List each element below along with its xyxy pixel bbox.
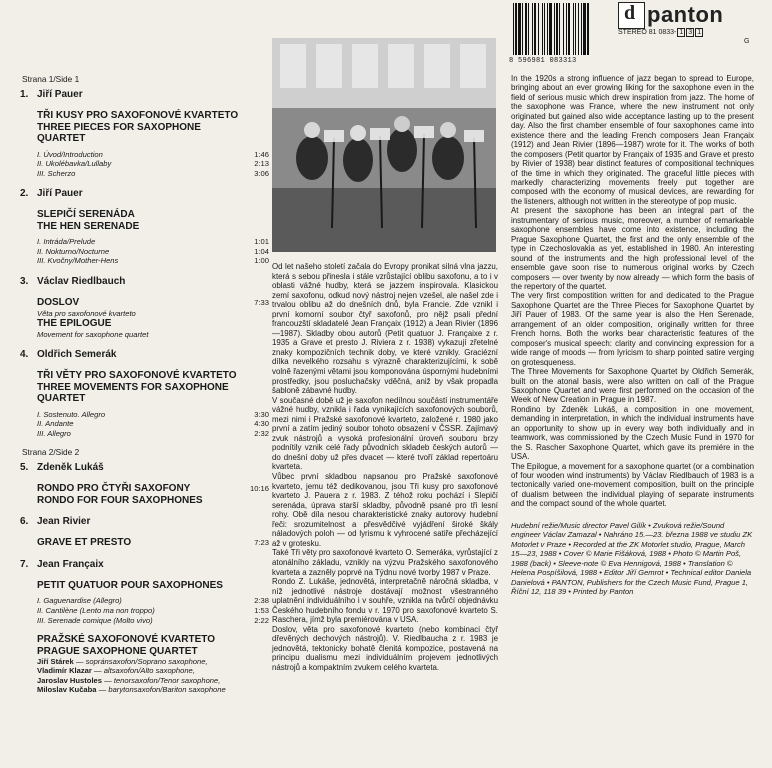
player: Jaroslav Hustoles — tenorsaxofon/Tenor saxophone, <box>37 675 221 685</box>
tracklist <box>18 74 269 695</box>
work-title: RONDO PRO ČTYŘI SAXOFONY 10:16 <box>37 483 269 495</box>
movement: II. Cantilène (Lento ma non troppo) 1:53 <box>37 605 269 615</box>
movement: I. Sostenuto. Allegro 3:30 <box>37 409 269 419</box>
composer: 4. Oldřich Semerák <box>20 349 117 361</box>
paragraph: The Three Movements for Saxophone Quartet by Oldřich Semerák, built on the atonal basis, were also written on call of the Prague Saxophone Quartet and were first performed on the occasion of the Week of New Creation in Prague in 1987. <box>511 367 754 405</box>
paragraph: In the 1920s a strong influence of jazz began to spread to Europe, bringing about an ever growing liking for the saxophone even in the field of serious music which drew inspiration from jazz. The home of the saxophone was France, where the new instrument not only originated but gained also wide acceptance lasting up to the present day. Also the first chamber ensemble of four saxophones came into existence there and the leading French composers Jean Françaix (1912) and Jean Rivier (1896—1987) wrote for it. The works of both the composers (Petit quartor by Françaix of 1935 and Grave et presto by Rivier of 1938) bear distinct features of compositional techniques of the time in which they originated. The graceful little pieces with markedly characterizing movements freely put together are composed with the economy of musical devices, are rewarding for the listeners, although not written in the stereotype of pop music. <box>511 74 754 206</box>
work-title-en: THREE MOVEMENTS FOR SAXOPHONE QUARTET <box>37 381 229 405</box>
work-title: DOSLOV 7:33 <box>37 297 269 309</box>
movement: III. Scherzo 3:06 <box>37 168 269 178</box>
work-title-en: THE EPILOGUE <box>37 318 112 330</box>
quartet-photo <box>272 38 496 252</box>
composer: 3. Václav Riedlbauch <box>20 276 126 288</box>
composer: 1. Jiří Pauer <box>20 89 83 100</box>
side-label: Strana 1/Side 1 <box>22 74 80 84</box>
barcode <box>509 1 615 57</box>
logo-name: panton <box>647 2 724 27</box>
work-subtitle: Věta pro saxofonové kvarteto <box>37 308 136 318</box>
player: Vladimír Klazar — altsaxofon/Alto saxophone, <box>37 666 195 676</box>
player: Miloslav Kučaba — barytonsaxofon/Bariton saxophone <box>37 685 226 695</box>
movement: III. Serenade comique (Molto vivo) 2:22 <box>37 615 269 625</box>
side-label: Strana 2/Side 2 <box>22 447 80 458</box>
barcode-number: 8 596981 083313 <box>509 57 577 65</box>
english-sleeve-note <box>511 74 754 597</box>
work-title-en: THE HEN SERENADE <box>37 220 140 232</box>
paragraph: The Epilogue, a movement for a saxophone quartet (or a combination of four wooden wind instruments) by Václav Riedlbauch of 1983 is a tectonically varied one-movement composition, built on the principle of dualism between the individual playing of separate instruments and the compact sound of the whole quartet. <box>511 461 754 509</box>
catalog-suffix: G <box>744 38 750 45</box>
ensemble-name-en: PRAGUE SAXOPHONE QUARTET <box>37 645 198 657</box>
paragraph: V současné době už je saxofon nedílnou součástí instrumentáře vážné hudby, vznikla i řada vynikajících saxofonových souborů, mezi nimi i Pražské saxofonové kvarteto, založené r. 1980 jako první a zatím jediný soubor tohoto obsazení v ČSSR. Zajímavý zvuk nástrojů a vysoká profesionální úroveň souboru brzy podnítily vznik celé řady původních skladeb českých autorů — do dnešní doby už přes dvacet — které tvoří základ repertoáru kvarteta. <box>272 395 498 472</box>
work-title-en: THREE PIECES FOR SAXOPHONE QUARTET <box>37 121 201 144</box>
paragraph: Také Tři věty pro saxofonové kvarteto O. Semeráka, vyrůstající z atonálního základu, vznikly na výzvu Pražského saxofonového kvarteta a zazněly poprvé na Týdnu nové tvorby 1987 v Praze. <box>272 548 498 577</box>
movement: II. Nokturno/Nocturne 1:04 <box>37 246 269 256</box>
work-title: PETIT QUATUOR POUR SAXOPHONES <box>37 579 223 591</box>
composer: 2. Jiří Pauer <box>20 188 83 200</box>
movement: III. Kvočny/Mother-Hens 1:00 <box>37 256 269 266</box>
paragraph: Rondo Z. Lukáše, jednovětá, interpretačně náročná skladba, v níž jednotlivé nástroje dostávají možnost všestranného uplatnění individuálního i v souhře, vznikla na tvůrčí objednávku Českého hudebního fondu v r. 1970 pro saxofonové kvarteto S. Raschera, jímž byla premiérována v USA. <box>272 577 498 625</box>
paragraph: Rondino by Zdeněk Lukáš, a composition in one movement, demanding in interpretation, in which the individual instruments have an opportunity to show up in every way both individually and in teamwork, was commissioned by the Czech Music Fund in 1970 for the S. Rascher Saxophone Quartet, which gave its premiére in the USA. <box>511 404 754 462</box>
movement: II. Ukolébavka/Lullaby 2:13 <box>37 159 269 169</box>
logo-mark: d <box>618 2 645 29</box>
paragraph: The very first compostition written for and dedicated to the Prague Saxophone Quartet are the Three Pieces for Saxophone Quartet by Jiří Pauer of 1983. Of the same year is also the Hen Serenade, arrangement of an older composition, originally written for three French horns. Both the works bear characteristic features of the composer's musical speech: clarity and convincing expression for a wide range of moods — from lyricism to sharp pointed satire verging on grotesqueness. <box>511 291 754 367</box>
paragraph: Od let našeho století začala do Evropy pronikat silná vlna jazzu, která s sebou přinesla i stále vzrůstající oblibu saxofonu, a to i v oblasti vážné hudby, která se jazzem inspirovala. Klasickou zemí saxofonu, odkud nový nástroj nejen vzešel, ale našel zde i trvalou oblibu až do dnešních dnů, byla Francie. Zde vznikl i první komorní soubor čtyř saxofonů, pro nějž psali přední francouzští skladatelé Jean Françaix (1912) a Jean Rivier (1896—1987). Skladby obou autorů (Petit quatuor J. Françaixe z r. 1935 a Grave et presto J. Riviera z r. 1938) vykazují zřetelné znaky kompozičních technik doby, ve které vznikly. Graciézní dílka nevelkého rozsahu s výrazně charakterizujícími, k sobě volně řazenými větami jsou komponována úspornými hudebními prostředky, jsou posluchačsky vděčná, aniž by však propadla šabloně zábavné hudby. <box>272 262 498 396</box>
movement: I. Intráda/Prelude 1:01 <box>37 237 269 247</box>
work-title: GRAVE ET PRESTO 7:23 <box>37 537 269 549</box>
work-title: SLEPIČÍ SERENÁDA <box>37 209 135 221</box>
work-title: TŘI KUSY PRO SAXOFONOVÉ KVARTETO <box>37 110 239 121</box>
movement: I. Gaguenardise (Allegro) 2:38 <box>37 596 269 606</box>
credits: Hudební režie/Music director Pavel Gilík • Zvuková režie/Sound engineer Václav Zamazal • Nahráno 15.—23. března 1988 ve studiu ZK Motorlet v Praze • Recorded at the ZK Motorlet studio, Prague, March 15—23, 1988 • Cover © Marie Fišáková, 1988 • Photo © Martin Poš, 1988 (back) • Sleeve-note © Eva Hennigová, 1988 • Translation © Helena Pospíšilová, 1988 • Editor Jiří Gemrot • Technical editor Daniela Danielová • PANTON, Publishers for the Czech Music Fund, Prague 1, Říční 12, 118 39 • Printed by Panton <box>511 520 753 597</box>
work-subtitle-en: Movement for saxophone quartet <box>37 329 149 339</box>
movement: I. Úvod/Introduction 1:46 <box>37 149 269 159</box>
paragraph: Vůbec první skladbou napsanou pro Pražské saxofonové kvarteto, jemu též dedikovanou, jsou Tři kusy pro saxofonové kvarteto J. Pauera z r. 1983. Z téhož roku pochází i Slepičí serenáda, úprava starší skladby, původně psané pro tři lesní rohy. Obě díla nesou charakteristické znaky autorovy hudební řeči: srozumitelnost a přesvědčivé vyjádření široké škály náladových poloh — od lyrismu k vyhrocené satiře přecházející až v grotesku. <box>272 472 498 548</box>
paragraph: Doslov, věta pro saxofonové kvarteto (nebo kombinaci čtyř dřevěných dechových nástrojů). V. Riedlbaucha z r. 1983 je jednovětá, tektonicky bohatě členitá kompozice, postavená na principu dualismu mezi individuálním projevem jednotlivých nástrojů a kompaktním zvukem celého kvarteta. <box>272 624 498 672</box>
czech-sleeve-note <box>272 262 498 673</box>
paragraph: At present the saxophone has been an integral part of the instrumentary of serious music, moreover, a number of remarkable saxophone ensembles have come into existence, including the Prague Saxophone Quartet, the first and the only ensemble of the type in Czechoslovakia as yet, established in 1980. An interesting sound of the instruments and the high professional level of the ensemble gave soon rise to numerous original works by Czech composers — over twenty by now already — which form the basis of the repertory of the quartet. <box>511 206 754 291</box>
movement: II. Andante 4:30 <box>37 419 269 429</box>
movement: III. Allegro 2:32 <box>37 428 269 438</box>
ensemble-name: PRAŽSKÉ SAXOFONOVÉ KVARTETO <box>37 634 215 646</box>
work-title: TŘI VĚTY PRO SAXOFONOVÉ KVARTETO <box>37 370 237 382</box>
work-title-en: RONDO FOR FOUR SAXOPHONES <box>37 494 203 506</box>
composer: 5. Zdeněk Lukáš <box>20 462 104 474</box>
composer: 6. Jean Rivier <box>20 516 91 528</box>
catalog-number: STEREO 81 0833- 1 3 1 <box>618 29 702 36</box>
composer: 7. Jean Françaix <box>20 558 104 570</box>
player: Jiří Stárek — sopránsaxofon/Soprano saxophone, <box>37 657 208 667</box>
